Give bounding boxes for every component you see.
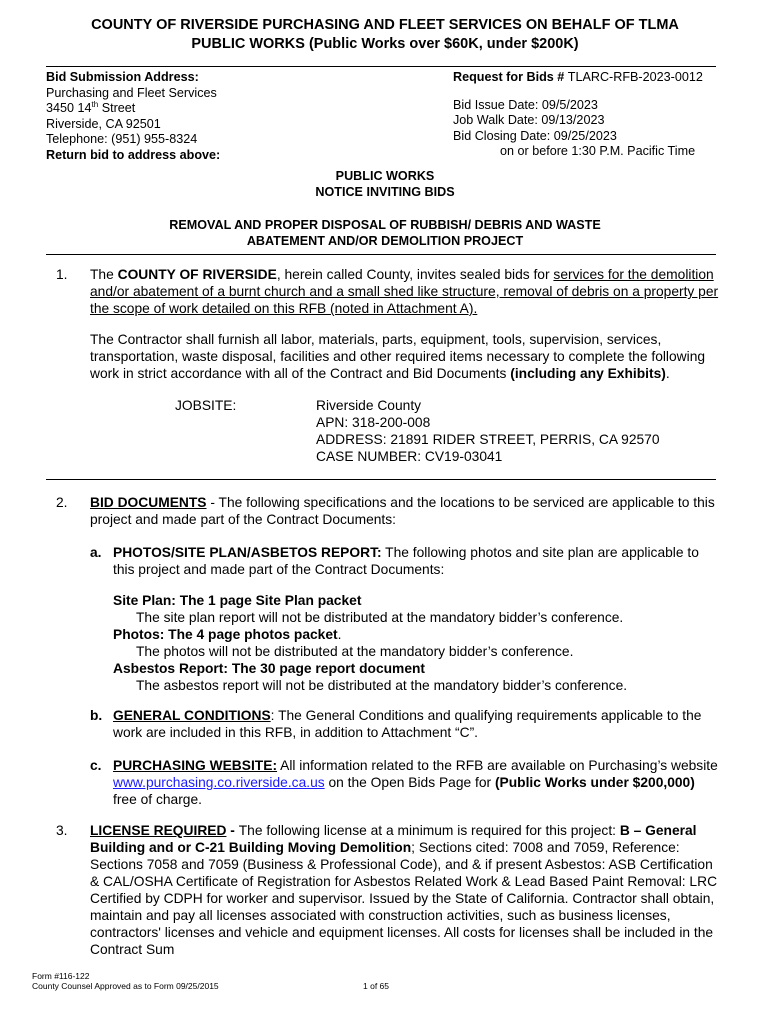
asbestos-note: The asbestos report will not be distributed at the mandatory bidder’s conference. (136, 678, 628, 693)
address-phone: Telephone: (951) 955-8324 (46, 132, 198, 146)
notice-heading1: PUBLIC WORKS (335, 169, 435, 183)
section1-text: The COUNTY OF RIVERSIDE, herein called County, invites sealed bids for services for the demolition and/or abatement of a burnt church and a small shed like structure, removal of debris on a property per the scope of work detailed on this RFB (noted in Attachment A). (90, 267, 719, 316)
address-city: Riverside, CA 92501 (46, 116, 161, 131)
form-number: Form #116-122 (32, 971, 90, 981)
bid-issue-date: Bid Issue Date: 09/5/2023 (453, 97, 598, 112)
photos-note: The photos will not be distributed at the mandatory bidder’s conference. (136, 644, 574, 659)
rfb-number: Request for Bids # TLARC-RFB-2023-0012 (453, 70, 703, 84)
section1-number: 1. (56, 267, 68, 282)
job-walk-date: Job Walk Date: 09/13/2023 (453, 113, 605, 127)
address-street: 3450 14th Street (46, 99, 136, 115)
address-label: Bid Submission Address: (46, 70, 199, 84)
subsection-b-label: b. (90, 708, 103, 723)
notice-heading2: NOTICE INVITING BIDS (315, 185, 455, 199)
site-documents-list (113, 592, 627, 694)
document-title-line2: PUBLIC WORKS (Public Works over $60K, under $200K) (191, 36, 579, 52)
subsection-c-label: c. (90, 758, 102, 773)
site-plan-note: The site plan report will not be distributed at the mandatory bidder’s conference. (136, 610, 624, 625)
asbestos-heading: Asbestos Report: The 30 page report document (113, 661, 426, 676)
section1-divider (46, 479, 716, 480)
jobsite-details: Riverside County APN: 318-200-008 ADDRESS: 21891 RIDER STREET, PERRIS, CA 92570 CASE NUMBER: CV19-03041 (316, 398, 660, 464)
photos-heading: Photos: The 4 page photos packet. (113, 627, 342, 642)
subsection-a-label: a. (90, 545, 102, 560)
project-title1: REMOVAL AND PROPER DISPOSAL OF RUBBISH/ DEBRIS AND WASTE (169, 218, 601, 232)
section2-number: 2. (56, 495, 68, 510)
section1-paragraph2: The Contractor shall furnish all labor, materials, parts, equipment, tools, supervision, services, transportation, waste disposal, facilities and other required items necessary to complete the following work in strict accordance with all of the Contract and Bid Documents (including any Exhibits). (90, 332, 706, 381)
header-divider (46, 66, 716, 67)
project-title2: ABATEMENT AND/OR DEMOLITION PROJECT (246, 234, 524, 248)
section2-text: BID DOCUMENTS - The following specifications and the locations to be serviced are applicable to this project and made part of the Contract Documents: (90, 495, 715, 527)
page-number: 1 of 65 (363, 981, 389, 991)
return-bid-note: Return bid to address above: (46, 147, 221, 162)
purchasing-website-link[interactable]: www.purchasing.co.riverside.ca.us (113, 775, 325, 790)
bid-submission-address (46, 70, 220, 163)
address-line1: Purchasing and Fleet Services (46, 85, 217, 100)
bid-closing-date: Bid Closing Date: 09/25/2023 (453, 128, 617, 143)
approval-note: County Counsel Approved as to Form 09/25/2015 (32, 981, 219, 991)
subsection-b-text: GENERAL CONDITIONS: The General Conditions and qualifying requirements applicable to the work are included in this RFB, in addition to Attachment “C”. (113, 708, 702, 740)
document-title-line1: COUNTY OF RIVERSIDE PURCHASING AND FLEET SERVICES ON BEHALF OF TLMA (91, 17, 679, 33)
rfb-info (453, 70, 703, 160)
subsection-c-text: PURCHASING WEBSITE: All information related to the RFB are available on Purchasing’s website www.purchasing.co.riverside.ca.us on the Open Bids Page for (Public Works under $200,000) free of charge. (113, 758, 718, 807)
subsection-a-text: PHOTOS/SITE PLAN/ASBETOS REPORT: The following photos and site plan are applicable to this project and made part of the Contract Documents: (113, 545, 699, 577)
section3-number: 3. (56, 823, 68, 838)
project-divider (46, 254, 716, 255)
section3-text: LICENSE REQUIRED - The following license at a minimum is required for this project: B – General Building and or C-21 Building Moving Demolition; Sections cited: 7008 and 7059, Reference: Sections 7058 and 7059 (Business & Professional Code), and & if present Asbestos: ASB Certification & CAL/OSHA Certificate of Registration for Asbestos Related Work & Lead Based Paint Removal: LRC Certified by CDPH for worker and supervisor. Issued by the State of California. Contractor shall obtain, maintain and pay all licenses associated with construction activities, such as business licenses, contractors' licenses and vehicle and equipment licenses. All costs for licenses shall be included in the Contract Sum (90, 823, 718, 957)
site-plan-heading: Site Plan: The 1 page Site Plan packet (113, 593, 362, 608)
jobsite-label: JOBSITE: (175, 398, 237, 413)
bid-closing-time: on or before 1:30 P.M. Pacific Time (500, 144, 696, 158)
